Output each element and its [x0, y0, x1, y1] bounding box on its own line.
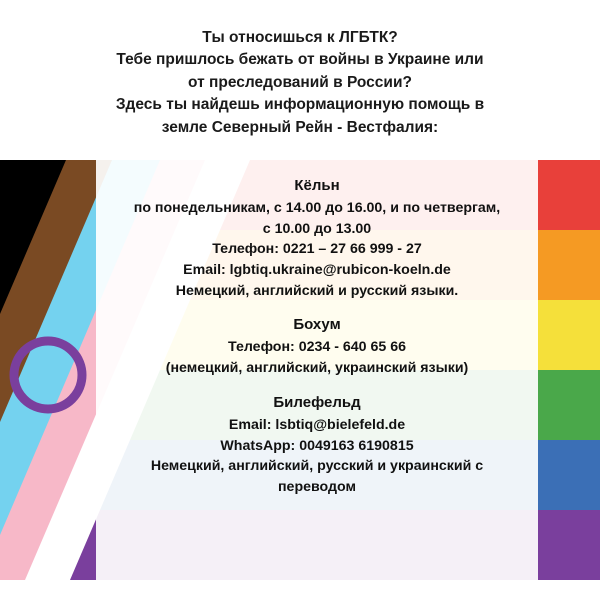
city-block-bielefeld	[106, 389, 528, 498]
header-block	[0, 0, 600, 160]
bochum-languages: (немецкий, английский, украинский языки)	[165, 360, 469, 377]
city-block-koeln	[106, 172, 528, 301]
koeln-languages: Немецкий, английский и русский языки.	[175, 282, 459, 299]
header-line-4: Здесь ты найдешь информационную помощь в	[115, 96, 485, 114]
header-line-5: земле Северный Рейн - Вестфалия:	[161, 118, 439, 136]
koeln-email[interactable]: Email: lgbtiq.ukraine@rubicon-koeln.de	[183, 262, 451, 279]
koeln-phone: Телефон: 0221 – 27 66 999 - 27	[212, 241, 422, 258]
city-name-bochum: Бохум	[293, 316, 341, 334]
city-name-bielefeld: Билефельд	[273, 393, 361, 411]
header-line-2: Тебе пришлось бежать от войны в Украине или	[116, 51, 484, 69]
header-line-1: Ты относишься к ЛГБТК?	[202, 28, 398, 46]
contact-info-panel	[96, 160, 538, 580]
koeln-line-2: с 10.00 до 13.00	[262, 220, 372, 237]
koeln-line-1: по понедельникам, с 14.00 до 16.00, и по четвергам,	[133, 200, 501, 217]
bielefeld-languages-2: переводом	[277, 478, 356, 495]
header-line-3: от преследований в России?	[188, 73, 412, 91]
bielefeld-languages-1: Немецкий, английский, русский и украинский с	[150, 458, 484, 475]
bielefeld-email[interactable]: Email: lsbtiq@bielefeld.de	[228, 416, 406, 433]
bielefeld-whatsapp[interactable]: WhatsApp: 0049163 6190815	[220, 437, 414, 454]
city-name-koeln: Кёльн	[294, 177, 340, 194]
bochum-phone: Телефон: 0234 - 640 65 66	[228, 339, 406, 356]
bottom-white-bar	[0, 580, 600, 600]
city-block-bochum	[106, 311, 528, 378]
